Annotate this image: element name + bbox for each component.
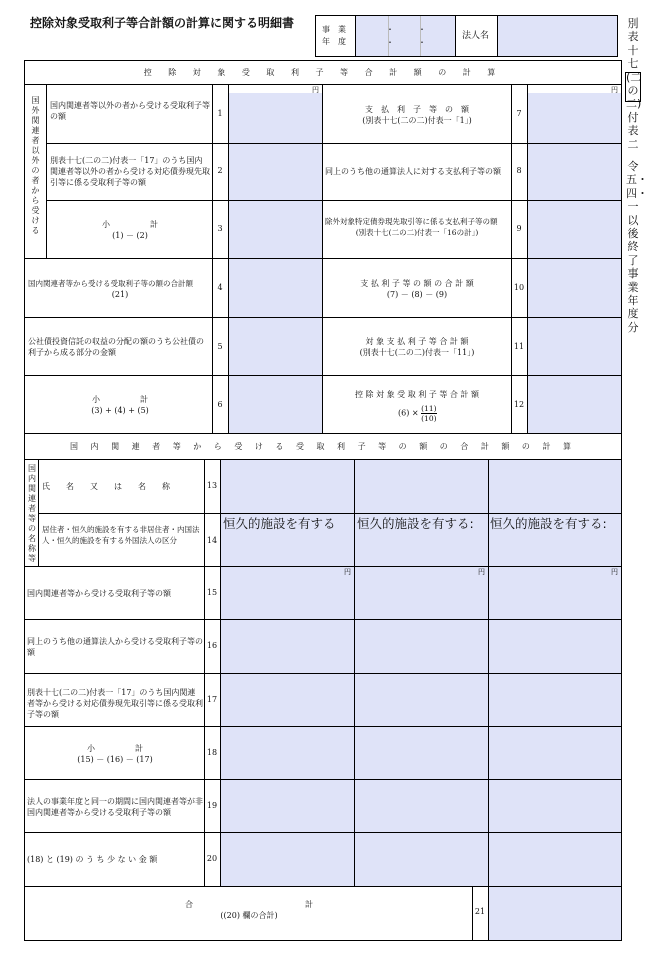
row-12-formula-prefix: (6) × xyxy=(398,408,419,418)
row-19-label: 法人の事業年度と同一の期間に国内関連者等が非国内関連者等から受ける受取利子等の額 xyxy=(27,797,203,817)
row-13-number: 13 xyxy=(206,481,218,490)
section1-group-label: 国外関連者以外の者から受ける xyxy=(31,96,40,235)
row-4-ref: (21) xyxy=(111,290,129,299)
row-4-label: 国内関連者等から受ける受取利子等の額の合計額 xyxy=(28,279,193,288)
date-separator: ・ xyxy=(386,38,394,47)
section1-title: 控 除 対 象 受 取 利 子 等 合 計 額 の 計 算 xyxy=(143,68,503,77)
form-number-bracket xyxy=(625,72,641,102)
row-9-label: 除外対象特定債券現先取引等に係る支払利子等の額 xyxy=(325,217,498,226)
row-17-label: 別表十七(二の二)付表一「17」のうち国内関連者等から受ける対応債券現先取引等に係る受取利子等の額 xyxy=(27,688,203,719)
row-2-label: 別表十七(二の二)付表一「17」のうち国内関連者等以外の者から受ける対応債券現先取引等に係る受取利子等の額 xyxy=(50,156,210,187)
row-15-label: 国内関連者等から受ける受取利子等の額 xyxy=(27,589,171,598)
row-11-number: 11 xyxy=(513,342,525,351)
jigyo-nendo-label-2: 年 度 xyxy=(322,37,346,46)
jigyo-nendo-label-1: 事 業 xyxy=(322,25,346,34)
row-11-label: 対 象 支 払 利 子 等 合 計 額 xyxy=(365,337,469,346)
row-18-label: 小 計 xyxy=(87,744,143,753)
hojinmei-label: 法人名 xyxy=(462,31,490,41)
row-16-label: 同上のうち他の通算法人から受ける受取利子等の額 xyxy=(27,637,203,657)
kubun-value-col2[interactable]: 恒久的施設を有する: xyxy=(357,516,474,531)
row-1-amount-field[interactable] xyxy=(229,93,322,143)
row-8-amount-field[interactable] xyxy=(528,144,621,200)
name-field-col1[interactable] xyxy=(221,460,354,513)
row-16-number: 16 xyxy=(206,641,218,650)
row-20-label: (18) と (19) の う ち 少 な い 金 額 xyxy=(27,855,158,864)
yen-unit: 円 xyxy=(312,86,319,94)
row-1-number: 1 xyxy=(217,109,223,118)
row-6-number: 6 xyxy=(217,400,223,409)
total-amount-field[interactable] xyxy=(489,887,621,940)
row-12-amount-field[interactable] xyxy=(528,376,621,433)
row-5-amount-field[interactable] xyxy=(229,318,322,375)
row-12-number: 12 xyxy=(513,400,525,409)
fiscal-period-label: 令五・四・一以後終了事業年度分 xyxy=(626,160,648,334)
name-field-col3[interactable] xyxy=(489,460,621,513)
row-10-number: 10 xyxy=(513,283,525,292)
row-21-label: 合 計 xyxy=(185,900,313,909)
row-3-number: 3 xyxy=(217,224,223,233)
row-1-label: 国内関連者等以外の者から受ける受取利子等の額 xyxy=(50,101,210,121)
section2-group-label: 国内関連者等の名称等 xyxy=(28,464,36,563)
row-14-label: 居住者・恒久的施設を有する非居住者・内国法人・恒久的施設を有する外国法人の区分 xyxy=(42,525,200,545)
row-5-number: 5 xyxy=(217,342,223,351)
row-5-label: 公社債投資信託の収益の分配の額のうち公社債の利子から成る部分の金額 xyxy=(28,337,204,357)
date-separator: ・ xyxy=(418,25,426,34)
row-12-label: 控 除 対 象 受 取 利 子 等 合 計 額 xyxy=(355,390,479,399)
yen-unit: 円 xyxy=(611,86,618,94)
yen-unit: 円 xyxy=(344,568,351,576)
row-10-formula: (7) － (8) － (9) xyxy=(386,290,448,299)
row-15-number: 15 xyxy=(206,588,218,597)
row-8-label: 同上のうち他の通算法人に対する支払利子等の額 xyxy=(325,167,501,176)
row-7-ref: (別表十七(二の二)付表一「1」) xyxy=(362,116,472,125)
row-19-number: 19 xyxy=(206,801,218,810)
row-6-formula: (3) + (4) + (5) xyxy=(91,406,149,415)
form-title: 控除対象受取利子等合計額の計算に関する明細書 xyxy=(30,16,295,30)
row-10-label: 支 払 利 子 等 の 額 の 合 計 額 xyxy=(360,279,474,288)
row-2-number: 2 xyxy=(217,166,223,175)
row-18-formula: (15) － (16) － (17) xyxy=(77,755,153,764)
row-7-number: 7 xyxy=(516,109,522,118)
row-4-amount-field[interactable] xyxy=(229,259,322,317)
row-3-formula: (1) － (2) xyxy=(112,231,148,240)
kubun-value-col3[interactable]: 恒久的施設を有する: xyxy=(490,516,607,531)
fraction-numerator: (11) xyxy=(421,404,437,413)
row-14-number: 14 xyxy=(206,536,218,545)
row-18-number: 18 xyxy=(206,748,218,757)
yen-unit: 円 xyxy=(478,568,485,576)
row-6-label: 小 計 xyxy=(92,395,148,404)
row-13-label: 氏 名 又 は 名 称 xyxy=(42,482,170,491)
row-7-amount-field[interactable] xyxy=(528,93,621,143)
row-21-number: 21 xyxy=(474,907,486,916)
row-9-ref: (別表十七(二の二)付表一「16の計」) xyxy=(355,228,479,237)
row-17-number: 17 xyxy=(206,695,218,704)
row-20-number: 20 xyxy=(206,854,218,863)
jigyo-nendo-field[interactable] xyxy=(356,16,455,56)
row-6-amount-field[interactable] xyxy=(229,376,322,433)
fraction-denominator: (10) xyxy=(421,414,437,423)
row-12-fraction xyxy=(421,404,436,423)
row-10-amount-field[interactable] xyxy=(528,259,621,317)
row-7-label: 支 払 利 子 等 の 額 xyxy=(365,105,469,114)
kubun-value-col1[interactable]: 恒久的施設を有する xyxy=(223,516,336,531)
row-21-ref: ((20) 欄の合計) xyxy=(220,911,278,920)
row-3-label: 小 計 xyxy=(102,220,158,229)
row-9-amount-field[interactable] xyxy=(528,201,621,258)
row-9-number: 9 xyxy=(516,224,522,233)
yen-unit: 円 xyxy=(611,568,618,576)
row-8-number: 8 xyxy=(516,166,522,175)
date-separator: ・ xyxy=(386,25,394,34)
hojinmei-field[interactable] xyxy=(498,16,617,56)
form-number-label: 別表十七(二の二)付表二 xyxy=(626,17,642,151)
name-field-col2[interactable] xyxy=(355,460,488,513)
row-4-number: 4 xyxy=(217,283,223,292)
date-separator: ・ xyxy=(418,38,426,47)
row-12-formula xyxy=(398,404,437,423)
section2-title: 国 内 関 連 者 等 か ら 受 け る 受 取 利 子 等 の 額 の 合 計 額 の 計 算 xyxy=(69,442,577,451)
row-3-amount-field[interactable] xyxy=(229,201,322,258)
row-2-amount-field[interactable] xyxy=(229,144,322,200)
row-11-amount-field[interactable] xyxy=(528,318,621,375)
row-11-ref: (別表十七(二の二)付表一「11」) xyxy=(359,348,475,357)
